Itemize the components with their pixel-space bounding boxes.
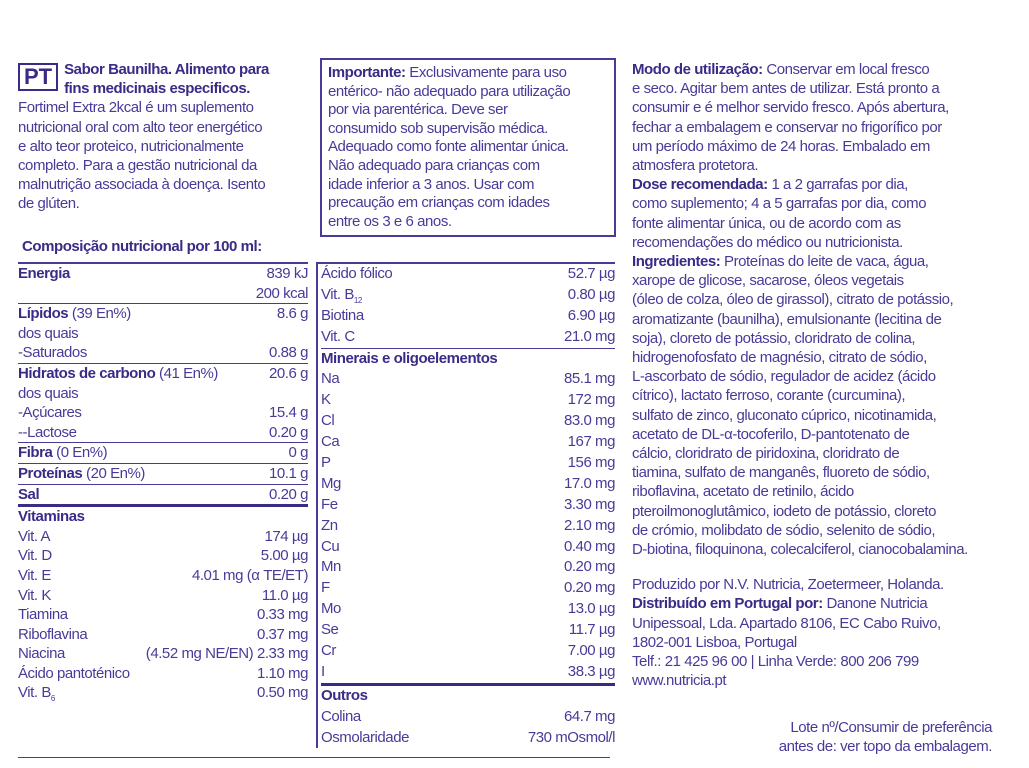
nutrient-name	[18, 423, 76, 443]
nutrient-label: Ácido fólico	[321, 265, 393, 282]
nutrient-name	[321, 537, 339, 558]
nutrient-value: 200 kcal	[255, 284, 308, 302]
nutrient-label: Cr	[321, 642, 336, 660]
producer-text: Produzido por N.V. Nutricia, Zoetermeer, Holanda.	[632, 576, 944, 594]
table-row	[321, 327, 615, 349]
usage-text: Conservar em local fresco e seco. Agitar bem antes de utilizar. Está pronto a consumir e é melhor servido fresco. Após abertura, fechar a embalagem e conservar no frigorífico por um período máximo de 24 horas. Embalado em atmosfera protetora.	[632, 61, 949, 175]
nutrient-label: dos quais	[18, 384, 79, 402]
nutrient-value: 172 mg	[567, 391, 615, 409]
table-row	[321, 620, 615, 641]
nutrient-name	[18, 364, 218, 384]
table-row	[321, 728, 615, 749]
nutrient-value: 0.40 mg	[563, 537, 615, 555]
important-label: Importante:	[328, 64, 406, 81]
nutrient-label: Mn	[321, 558, 341, 576]
nutrient-label: Tiamina	[18, 606, 68, 624]
table-row	[321, 411, 615, 432]
nutrient-value: 4.01 mg (α TE/ET)	[191, 566, 308, 584]
nutrition-table-right	[316, 262, 615, 748]
nutrient-name	[321, 641, 336, 662]
nutrient-label: Vit. E	[18, 566, 51, 584]
nutrient-value: 38.3 µg	[567, 662, 615, 680]
table-row	[18, 644, 308, 664]
nutrient-value: 174 µg	[264, 527, 308, 545]
nutrient-name	[321, 557, 341, 578]
table-row	[18, 485, 308, 508]
nutrient-name	[18, 683, 55, 703]
table-row	[321, 349, 615, 370]
nutrient-label: Osmolaridade	[321, 728, 409, 746]
nutrient-value: 0.20 mg	[563, 579, 615, 597]
nutrient-value: 0 g	[288, 444, 308, 462]
table-row	[18, 304, 308, 324]
nutrient-name	[18, 384, 78, 404]
table-row	[321, 495, 615, 516]
nutrient-value: 0.33 mg	[256, 606, 308, 624]
nutrient-value: 839 kJ	[266, 265, 308, 282]
nutrient-label: Mo	[321, 600, 341, 618]
nutrient-name	[321, 264, 392, 285]
nutrient-value: 1.10 mg	[256, 664, 308, 682]
nutrient-label: Zn	[321, 516, 338, 534]
nutrient-value: 83.0 mg	[563, 412, 615, 430]
nutrient-label: Biotina	[321, 306, 364, 324]
intro-section	[18, 60, 313, 214]
nutrient-label: Mg	[321, 474, 341, 492]
nutrient-label: Proteínas	[18, 464, 83, 482]
nutrient-name	[321, 495, 338, 516]
nutrient-name	[18, 485, 39, 505]
nutrient-label: Vit. A	[18, 527, 51, 545]
nutrient-name	[321, 411, 334, 432]
nutrient-label: Cu	[321, 537, 340, 555]
table-row	[18, 284, 308, 305]
nutrient-name	[321, 662, 325, 683]
nutrient-value: 0.37 mg	[256, 625, 308, 643]
energy-percent-note: (20 En%)	[82, 464, 145, 482]
nutrient-name	[321, 686, 367, 707]
nutrient-name	[18, 507, 85, 527]
ingredients-label: Ingredientes:	[632, 253, 721, 271]
nutrient-value: (4.52 mg NE/EN) 2.33 mg	[145, 645, 308, 663]
nutrient-name	[18, 304, 131, 324]
nutrient-label: Vit. K	[18, 586, 51, 604]
nutrient-value: 52.7 µg	[567, 265, 615, 282]
nutrient-name	[321, 578, 330, 599]
nutrient-label: dos quais	[18, 324, 79, 342]
nutrient-value: 6.90 µg	[567, 306, 615, 324]
nutrient-label: K	[321, 391, 331, 409]
table-row	[18, 443, 308, 464]
nutrient-value: 64.7 mg	[563, 707, 615, 725]
table-row	[18, 586, 308, 606]
table-row	[18, 324, 308, 344]
nutrient-value: 0.20 mg	[563, 558, 615, 576]
table-row	[321, 474, 615, 495]
energy-percent-note: (39 En%)	[68, 305, 131, 323]
nutrient-label: Niacina	[18, 645, 65, 663]
nutrient-label: I	[321, 662, 325, 680]
table-row	[18, 464, 308, 485]
language-badge: PT	[18, 63, 58, 91]
nutrient-value: 0.50 mg	[256, 684, 308, 702]
nutrient-value: 156 mg	[567, 454, 615, 472]
table-row	[18, 264, 308, 284]
nutrient-value: 11.7 µg	[568, 621, 615, 639]
energy-percent-note: (0 En%)	[52, 444, 108, 462]
usage-section	[632, 60, 1027, 691]
nutrient-name	[321, 349, 497, 370]
nutrient-name	[321, 728, 409, 749]
nutrient-value: 730 mOsmol/l	[527, 728, 615, 746]
nutrient-name	[321, 390, 331, 411]
dose-text: 1 a 2 garrafas por dia, como suplemento; 4 a 5 garrafas por dia, como fonte alimentar única, ou de acordo com as recomendações do médico ou nutricionista.	[632, 176, 927, 251]
table-row	[321, 662, 615, 686]
nutrient-name	[18, 264, 70, 284]
table-row	[321, 686, 615, 707]
table-row	[18, 384, 308, 404]
nutrient-name	[321, 306, 364, 327]
nutrient-value: 2.10 mg	[563, 516, 615, 534]
energy-percent-note: (41 En%)	[155, 364, 218, 382]
important-text: Exclusivamente para uso entérico- não adequado para utilização por via parentérica. Deve ser consumido sob supervisão médica. Adequado como fonte alimentar única. Não adequado para crianças com idade inferior a 3 anos. Usar com precaução em crianças com idades entre os 3 e 6 anos.	[328, 64, 571, 230]
table-row	[321, 369, 615, 390]
nutrient-value: 167 mg	[567, 433, 615, 451]
nutrient-label: Se	[321, 621, 339, 639]
nutrient-label: Sal	[18, 485, 40, 503]
nutrient-value: 21.0 mg	[563, 327, 615, 345]
table-row	[18, 423, 308, 444]
nutrient-value: 7.00 µg	[567, 642, 615, 660]
table-row	[18, 403, 308, 423]
nutrient-label: Vit. D	[18, 547, 52, 565]
table-row	[321, 390, 615, 411]
table-row	[321, 578, 615, 599]
nutrient-name	[321, 432, 339, 453]
table-row	[321, 641, 615, 662]
nutrient-name	[18, 566, 51, 586]
nutrient-name	[321, 516, 338, 537]
nutrient-value: 85.1 mg	[563, 370, 615, 388]
table-row	[18, 566, 308, 586]
table-row	[321, 599, 615, 620]
nutrient-label: --Lactose	[18, 423, 77, 441]
nutrient-label: Ácido pantoténico	[18, 664, 130, 682]
nutrient-label: Fe	[321, 495, 338, 513]
nutrient-name	[321, 285, 362, 306]
nutrient-name	[18, 605, 68, 625]
ingredients-text: Proteínas do leite de vaca, água, xarope de glicose, sacarose, óleos vegetais (óleo de colza, óleo de girassol), citrato de potássio, aromatizante (baunilha), emulsionante (lecitina de soja), cloreto de potássio, cloridrato de colina, hidrogenofosfato de magnésio, citrato de sódio, L-ascorbato de sódio, regulador de acidez (ácido cítrico), lactato ferroso, corante (curcumina), sulfato de zinco, gluconato cúprico, nicotinamida, acetato de DL-α-tocoferilo, D-pantotenato de cálcio, cloridrato de piridoxina, cloridrato de tiamina, sulfato de manganês, fluoreto de sódio, riboflavina, acetato de retinilo, ácido pteroilmonoglutâmico, iodeto de potássio, cloreto de crómio, molibdato de sódio, selenito de sódio, D-biotina, filoquinona, colecalciferol, cianocobalamina.	[632, 253, 968, 559]
intro-title: Sabor Baunilha. Alimento para fins medicinais especificos.	[64, 61, 269, 98]
nutrition-table-left	[18, 262, 308, 703]
nutrient-name	[18, 644, 65, 664]
table-row	[321, 432, 615, 453]
nutrient-label: Ca	[321, 433, 340, 451]
distributor-text: Danone Nutricia Unipessoal, Lda. Apartado 8106, EC Cabo Ruivo, 1802-001 Lisboa, Portugal Telf.: 21 425 96 00 | Linha Verde: 800 206 799 www.nutricia.pt	[632, 595, 941, 690]
nutrient-name	[18, 403, 81, 423]
nutrient-name	[321, 620, 338, 641]
nutrient-subscript: 6	[50, 694, 55, 704]
table-row	[18, 527, 308, 547]
table-row	[321, 707, 615, 728]
nutrient-value: 0.20 g	[268, 485, 308, 503]
table-row	[321, 264, 615, 285]
table-row	[321, 557, 615, 578]
nutrient-value: 15.4 g	[268, 404, 308, 422]
dose-label: Dose recomendada:	[632, 176, 768, 194]
nutrient-label: Minerais e oligoelementos	[321, 349, 498, 367]
table-row	[18, 605, 308, 625]
nutrient-label: Vit. B	[321, 285, 354, 303]
table-row	[18, 507, 308, 527]
nutrient-label: Fibra	[18, 444, 53, 462]
nutrient-value: 13.0 µg	[567, 600, 615, 618]
nutrient-value: 3.30 mg	[563, 495, 615, 513]
table-row	[18, 625, 308, 645]
nutrient-label: Hidratos de carbono	[18, 364, 156, 382]
table-row	[18, 664, 308, 684]
nutrient-name	[321, 369, 339, 390]
nutrient-label: Outros	[321, 686, 368, 704]
nutrient-value: 17.0 mg	[563, 474, 615, 492]
nutrient-label: Lípidos	[18, 305, 69, 323]
nutrient-label: Vit. C	[321, 327, 355, 345]
nutrient-name	[18, 664, 130, 684]
nutrient-value: 0.20 g	[268, 423, 308, 441]
nutrient-name	[321, 599, 341, 620]
nutrient-label: Riboflavina	[18, 625, 88, 643]
usage-label: Modo de utilização:	[632, 61, 763, 78]
nutrient-label: Na	[321, 370, 340, 388]
nutrient-name	[18, 324, 78, 344]
nutrient-name	[18, 546, 52, 566]
distributor-label: Distribuído em Portugal por:	[632, 595, 823, 613]
table-row	[321, 516, 615, 537]
nutrient-label: -Açúcares	[18, 404, 82, 422]
nutrient-label: -Saturados	[18, 344, 87, 362]
nutrient-value: 10.1 g	[268, 464, 308, 482]
nutrient-name	[18, 625, 87, 645]
table-row	[321, 537, 615, 558]
nutrient-name	[18, 527, 50, 547]
nutrient-label: Colina	[321, 707, 361, 725]
composition-title: Composição nutricional por 100 ml:	[22, 238, 262, 255]
lot-info: Lote nº/Consumir de preferência antes de: ver topo da embalagem.	[778, 719, 992, 755]
nutrient-value: 0.88 g	[268, 344, 308, 362]
nutrient-name	[18, 586, 51, 606]
nutrient-name	[18, 343, 87, 363]
intro-text: Fortimel Extra 2kcal é um suplemento nutricional oral com alto teor energético e alto teor proteico, nutricionalmente completo. Para a gestão nutricional da malnutrição associada à doença. Isento de glúten.	[18, 99, 266, 213]
nutrient-label: Cl	[321, 412, 335, 430]
nutrient-name	[18, 464, 145, 484]
nutrient-label: Energia	[18, 265, 70, 282]
nutrient-value: 8.6 g	[276, 305, 308, 323]
nutrient-name	[321, 474, 341, 495]
table-row	[321, 306, 615, 327]
table-row	[18, 683, 308, 703]
nutrient-label: F	[321, 579, 330, 597]
table-row	[18, 343, 308, 364]
table-row	[321, 453, 615, 474]
table-bottom-divider	[18, 757, 610, 758]
nutrient-name	[321, 707, 361, 728]
table-row	[18, 364, 308, 384]
nutrient-label: Vitaminas	[18, 508, 85, 526]
nutrient-name	[321, 327, 355, 348]
important-notice-box	[320, 58, 616, 237]
nutrient-value: 20.6 g	[268, 364, 308, 382]
nutrient-name	[18, 443, 107, 463]
nutrient-value: 5.00 µg	[260, 547, 308, 565]
nutrient-value: 0.80 µg	[567, 285, 615, 303]
nutrient-label: P	[321, 454, 331, 472]
table-row	[321, 285, 615, 306]
nutrient-name	[321, 453, 331, 474]
nutrient-subscript: 12	[353, 295, 362, 305]
nutrient-value: 11.0 µg	[261, 586, 308, 604]
table-row	[18, 546, 308, 566]
nutrient-label: Vit. B	[18, 684, 51, 702]
